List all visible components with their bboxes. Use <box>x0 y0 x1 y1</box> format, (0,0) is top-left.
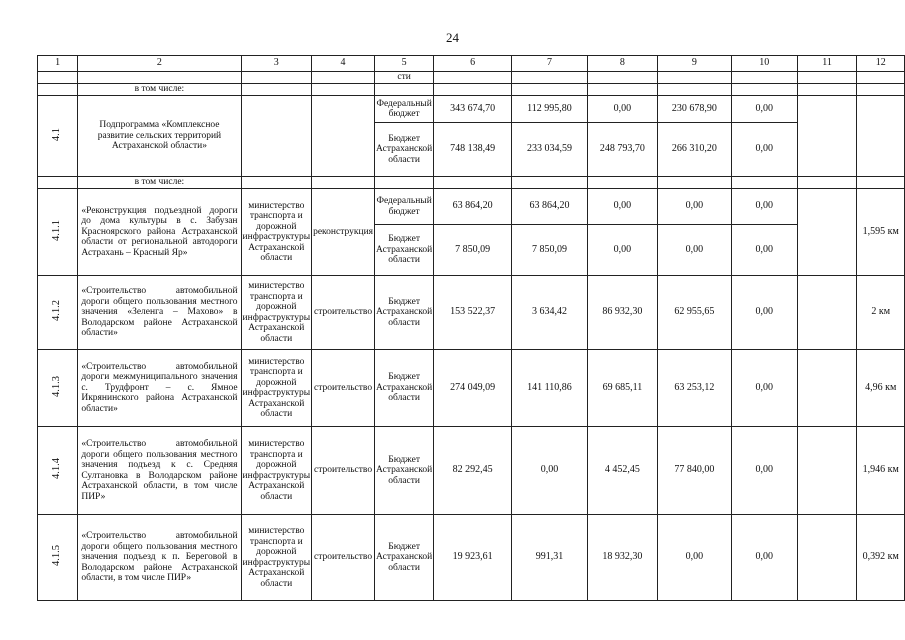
project-description: «Строительство автомобильной дороги межмуниципального значения с. Трудфронт – с. Ямное Икрянинского района Астраханской области» <box>78 350 241 427</box>
in-that-number-label: в том числе: <box>78 84 241 96</box>
col-header: 1 <box>38 56 78 72</box>
amount-cell: 0,00 <box>731 276 797 350</box>
executor: министерство транспорта и дорожной инфраструктуры Астраханской области <box>241 515 312 601</box>
amount-cell: 63 864,20 <box>434 189 512 225</box>
row-id-text: 4.1.2 <box>51 300 63 322</box>
result-value: 1,595 км <box>857 189 905 276</box>
funding-source: Бюджет Астраханской области <box>375 225 434 276</box>
funding-source: Бюджет Астраханской области <box>375 276 434 350</box>
amount-cell: 0,00 <box>731 515 797 601</box>
amount-cell: 0,00 <box>731 350 797 427</box>
amount-cell: 0,00 <box>587 96 657 123</box>
col-header: 12 <box>857 56 905 72</box>
col-header: 10 <box>731 56 797 72</box>
amount-cell: 153 522,37 <box>434 276 512 350</box>
result-value: 1,946 км <box>857 427 905 515</box>
amount-cell: 141 110,86 <box>512 350 588 427</box>
row-id-text: 4.1.5 <box>51 545 63 567</box>
column-header-row <box>38 56 905 72</box>
amount-cell: 233 034,59 <box>512 123 588 177</box>
amount-cell: 0,00 <box>731 225 797 276</box>
in-that-number-row <box>38 177 905 189</box>
col-header: 11 <box>797 56 857 72</box>
project-description: «Реконструкция подъездной дороги до дома культуры в с. Забузан Красноярского района Астраханской области от региональной автодороги Астрахань – Красный Яр» <box>78 189 241 276</box>
col-11-cell <box>797 515 857 601</box>
executor: министерство транспорта и дорожной инфраструктуры Астраханской области <box>241 350 312 427</box>
table-row <box>38 350 905 427</box>
executor: министерство транспорта и дорожной инфраструктуры Астраханской области <box>241 189 312 276</box>
col-header: 2 <box>78 56 241 72</box>
row-id <box>38 189 78 276</box>
carry-over-row <box>38 72 905 84</box>
project-description: Подпрограмма «Комплексное развитие сельских территорий Астраханской области» <box>78 96 241 177</box>
amount-cell: 266 310,20 <box>657 123 731 177</box>
table-row <box>38 189 905 225</box>
amount-cell: 0,00 <box>657 225 731 276</box>
amount-cell: 0,00 <box>657 515 731 601</box>
result-value <box>857 96 905 177</box>
result-value: 4,96 км <box>857 350 905 427</box>
row-id-text: 4.1.3 <box>51 375 63 397</box>
amount-cell: 18 932,30 <box>587 515 657 601</box>
amount-cell: 0,00 <box>731 189 797 225</box>
work-type: строительство <box>312 427 375 515</box>
amount-cell: 19 923,61 <box>434 515 512 601</box>
col-11-cell <box>797 189 857 276</box>
executor: министерство транспорта и дорожной инфраструктуры Астраханской области <box>241 427 312 515</box>
col-11-cell <box>797 276 857 350</box>
row-id <box>38 515 78 601</box>
col-header: 7 <box>512 56 588 72</box>
col-header: 9 <box>657 56 731 72</box>
col-11-cell <box>797 350 857 427</box>
amount-cell: 82 292,45 <box>434 427 512 515</box>
amount-cell: 0,00 <box>512 427 588 515</box>
page-number: 24 <box>446 30 459 45</box>
amount-cell: 0,00 <box>657 189 731 225</box>
table-row <box>38 515 905 601</box>
col-header: 6 <box>434 56 512 72</box>
result-value: 0,392 км <box>857 515 905 601</box>
table-row <box>38 276 905 350</box>
amount-cell: 230 678,90 <box>657 96 731 123</box>
amount-cell: 991,31 <box>512 515 588 601</box>
row-id <box>38 427 78 515</box>
amount-cell: 77 840,00 <box>657 427 731 515</box>
in-that-number-label: в том числе: <box>78 177 241 189</box>
executor <box>241 96 312 177</box>
funding-source: Бюджет Астраханской области <box>375 350 434 427</box>
col-header: 5 <box>375 56 434 72</box>
carry-over-text: сти <box>375 72 434 84</box>
work-type <box>312 96 375 177</box>
amount-cell: 0,00 <box>731 427 797 515</box>
amount-cell: 7 850,09 <box>512 225 588 276</box>
amount-cell: 86 932,30 <box>587 276 657 350</box>
amount-cell: 69 685,11 <box>587 350 657 427</box>
amount-cell: 3 634,42 <box>512 276 588 350</box>
work-type: строительство <box>312 276 375 350</box>
row-id-text: 4.1.4 <box>51 458 63 480</box>
result-value: 2 км <box>857 276 905 350</box>
amount-cell: 0,00 <box>731 96 797 123</box>
row-id <box>38 276 78 350</box>
row-id <box>38 350 78 427</box>
project-description: «Строительство автомобильной дороги общего пользования местного значения подъезд к п. Береговой в Володарском районе Астраханской области, в том числе ПИР» <box>78 515 241 601</box>
funding-source: Бюджет Астраханской области <box>375 515 434 601</box>
funding-source: Бюджет Астраханской области <box>375 427 434 515</box>
amount-cell: 112 995,80 <box>512 96 588 123</box>
work-type: строительство <box>312 515 375 601</box>
amount-cell: 62 955,65 <box>657 276 731 350</box>
amount-cell: 63 253,12 <box>657 350 731 427</box>
work-type: строительство <box>312 350 375 427</box>
col-11-cell <box>797 427 857 515</box>
amount-cell: 343 674,70 <box>434 96 512 123</box>
funding-source: Бюджет Астраханской области <box>375 123 434 177</box>
amount-cell: 248 793,70 <box>587 123 657 177</box>
col-header: 8 <box>587 56 657 72</box>
row-id <box>38 96 78 177</box>
amount-cell: 0,00 <box>731 123 797 177</box>
funding-source: Федеральный бюджет <box>375 189 434 225</box>
amount-cell: 0,00 <box>587 225 657 276</box>
in-that-number-row <box>38 84 905 96</box>
amount-cell: 274 049,09 <box>434 350 512 427</box>
project-description: «Строительство автомобильной дороги общего пользования местного значения «Зеленга – Махово» в Володарском районе Астраханской области» <box>78 276 241 350</box>
budget-table <box>37 55 905 601</box>
project-description: «Строительство автомобильной дороги общего пользования местного значения подъезд к с. Средняя Султановка в Володарском районе Астраханской области, в том числе ПИР» <box>78 427 241 515</box>
row-id-text: 4.1 <box>51 127 63 141</box>
amount-cell: 7 850,09 <box>434 225 512 276</box>
amount-cell: 748 138,49 <box>434 123 512 177</box>
table-row <box>38 427 905 515</box>
col-header: 4 <box>312 56 375 72</box>
amount-cell: 4 452,45 <box>587 427 657 515</box>
executor: министерство транспорта и дорожной инфраструктуры Астраханской области <box>241 276 312 350</box>
amount-cell: 63 864,20 <box>512 189 588 225</box>
table-row <box>38 96 905 123</box>
work-type: реконструкция <box>312 189 375 276</box>
col-header: 3 <box>241 56 312 72</box>
row-id-text: 4.1.1 <box>51 219 63 241</box>
funding-source: Федеральный бюджет <box>375 96 434 123</box>
amount-cell: 0,00 <box>587 189 657 225</box>
col-11-cell <box>797 96 857 177</box>
